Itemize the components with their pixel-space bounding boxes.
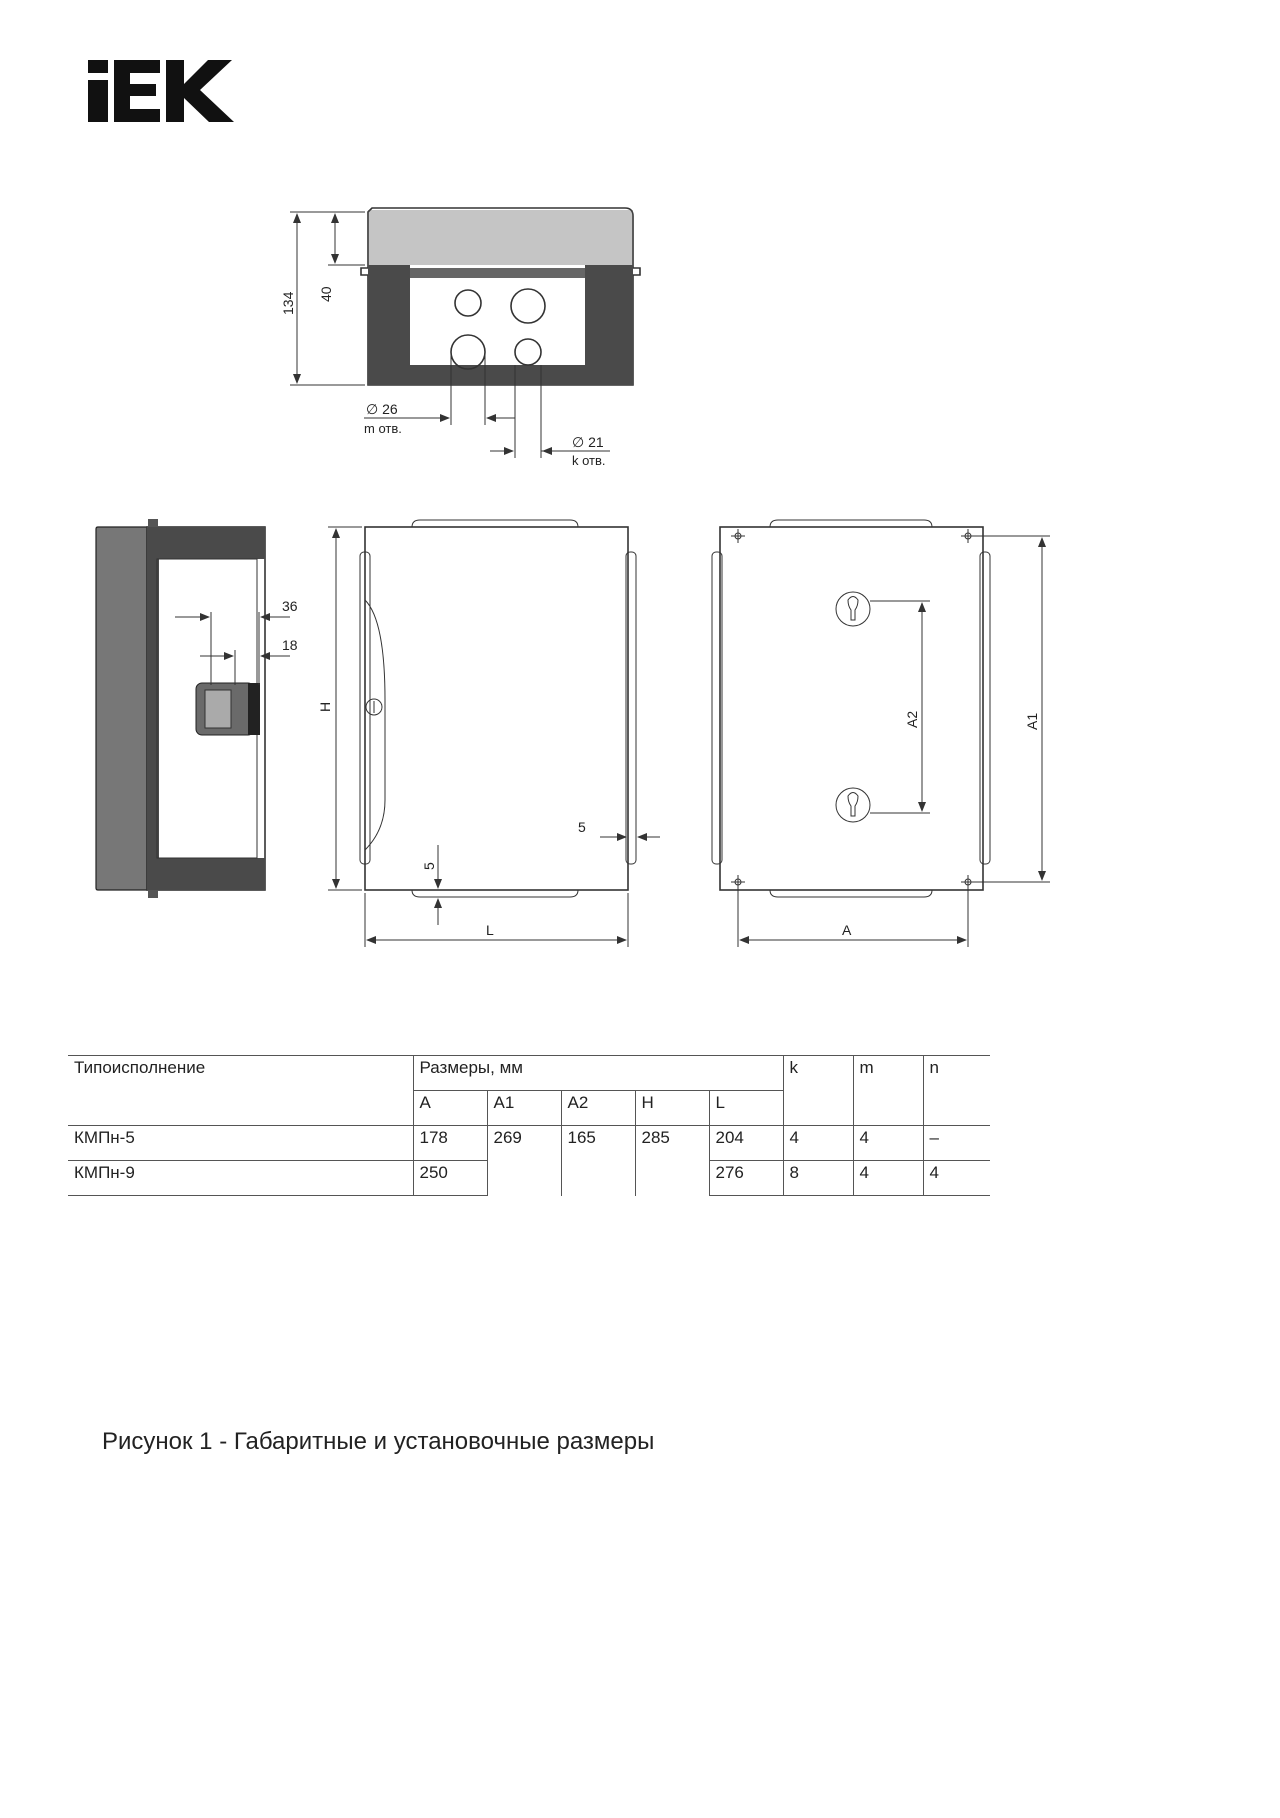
cell-n: 4 — [923, 1161, 990, 1196]
header-m: m — [853, 1056, 923, 1126]
hole-small — [515, 339, 541, 365]
hole-large — [511, 289, 545, 323]
top-view — [280, 208, 640, 468]
header-k: k — [783, 1056, 853, 1126]
dim-count-m: m отв. — [364, 421, 402, 436]
figure-caption: Рисунок 1 - Габаритные и установочные размеры — [102, 1428, 655, 1455]
dim-5-bottom: 5 — [421, 862, 437, 870]
cell-type: КМПн-9 — [68, 1161, 413, 1196]
hole-small — [455, 290, 481, 316]
cell-k: 8 — [783, 1161, 853, 1196]
header-type: Типоисполнение — [68, 1056, 413, 1126]
dim-134: 134 — [280, 291, 296, 315]
front-view — [317, 520, 660, 947]
cell-m: 4 — [853, 1126, 923, 1161]
dim-a1: A1 — [1024, 712, 1040, 730]
cell-h: 285 — [635, 1126, 709, 1196]
header-h: H — [635, 1091, 709, 1126]
header-n: n — [923, 1056, 990, 1126]
back-view — [712, 520, 1050, 947]
table-row — [68, 1126, 990, 1161]
header-a2: A2 — [561, 1091, 635, 1126]
cell-l: 204 — [709, 1126, 783, 1161]
header-sizes: Размеры, мм — [413, 1056, 783, 1091]
dim-diameter-26: ∅ 26 — [366, 401, 398, 417]
dim-5-right: 5 — [578, 819, 586, 835]
header-l: L — [709, 1091, 783, 1126]
cell-l: 276 — [709, 1161, 783, 1196]
cell-k: 4 — [783, 1126, 853, 1161]
cell-m: 4 — [853, 1161, 923, 1196]
cell-a: 250 — [413, 1161, 487, 1196]
cell-a1: 269 — [487, 1126, 561, 1196]
dim-40: 40 — [318, 286, 334, 302]
cell-type: КМПн-5 — [68, 1126, 413, 1161]
cell-n: – — [923, 1126, 990, 1161]
cell-a: 178 — [413, 1126, 487, 1161]
side-view — [96, 519, 298, 898]
cell-a2: 165 — [561, 1126, 635, 1196]
dim-h: H — [317, 701, 333, 712]
dim-18: 18 — [282, 637, 298, 653]
dim-l: L — [486, 922, 494, 938]
hole-large — [451, 335, 485, 369]
dim-count-k: k отв. — [572, 453, 606, 468]
header-a: A — [413, 1091, 487, 1126]
dimensions-table — [68, 1055, 990, 1196]
table-header-row — [68, 1056, 990, 1091]
dim-36: 36 — [282, 598, 298, 614]
dim-a2: A2 — [904, 710, 920, 728]
dim-diameter-21: ∅ 21 — [572, 434, 604, 450]
header-a1: A1 — [487, 1091, 561, 1126]
dim-a: A — [842, 922, 852, 938]
